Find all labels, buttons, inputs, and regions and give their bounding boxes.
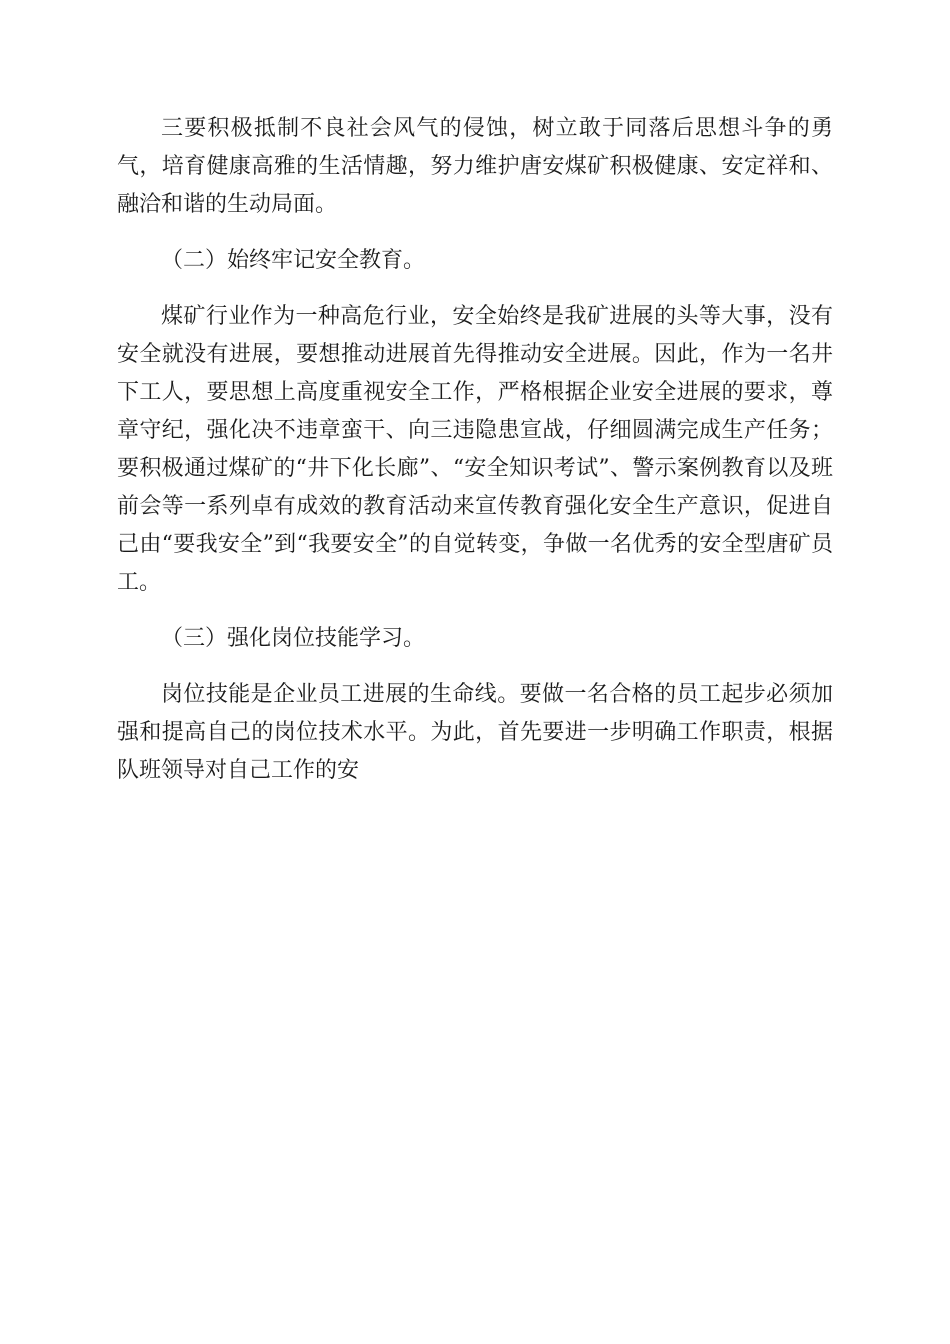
section-heading-skill-learning: （三）强化岗位技能学习。 [161,626,426,651]
section-heading-safety-education: （二）始终牢记安全教育。 [161,248,426,273]
paragraph-social-ethos: 三要积极抵制不良社会风气的侵蚀，树立敢于同落后思想斗争的勇气，培育健康高雅的生活情趣，努力维护唐安煤矿积极健康、安定祥和、融洽和谐的生动局面。 [117,116,833,217]
paragraph-skill-learning: 岗位技能是企业员工进展的生命线。要做一名合格的员工起步必须加强和提高自己的岗位技术水平。为此，首先要进一步明确工作职责，根据队班领导对自己工作的安 [117,682,833,783]
paragraph-safety-education: 煤矿行业作为一种高危行业，安全始终是我矿进展的头等大事，没有安全就没有进展，要想推动进展首先得推动安全进展。因此，作为一名井下工人，要思想上高度重视安全工作，严格根据企业安全进展的要求，尊章守纪，强化决不违章蛮干、向三违隐患宣战，仔细圆满完成生产任务；要积极通过煤矿的“井下化长廊”、“安全知识考试”、警示案例教育以及班前会等一系列卓有成效的教育活动来宣传教育强化安全生产意识，促进自己由“要我安全”到“我要安全”的自觉转变，争做一名优秀的安全型唐矿员工。 [117,304,833,595]
document-body [117,110,833,790]
